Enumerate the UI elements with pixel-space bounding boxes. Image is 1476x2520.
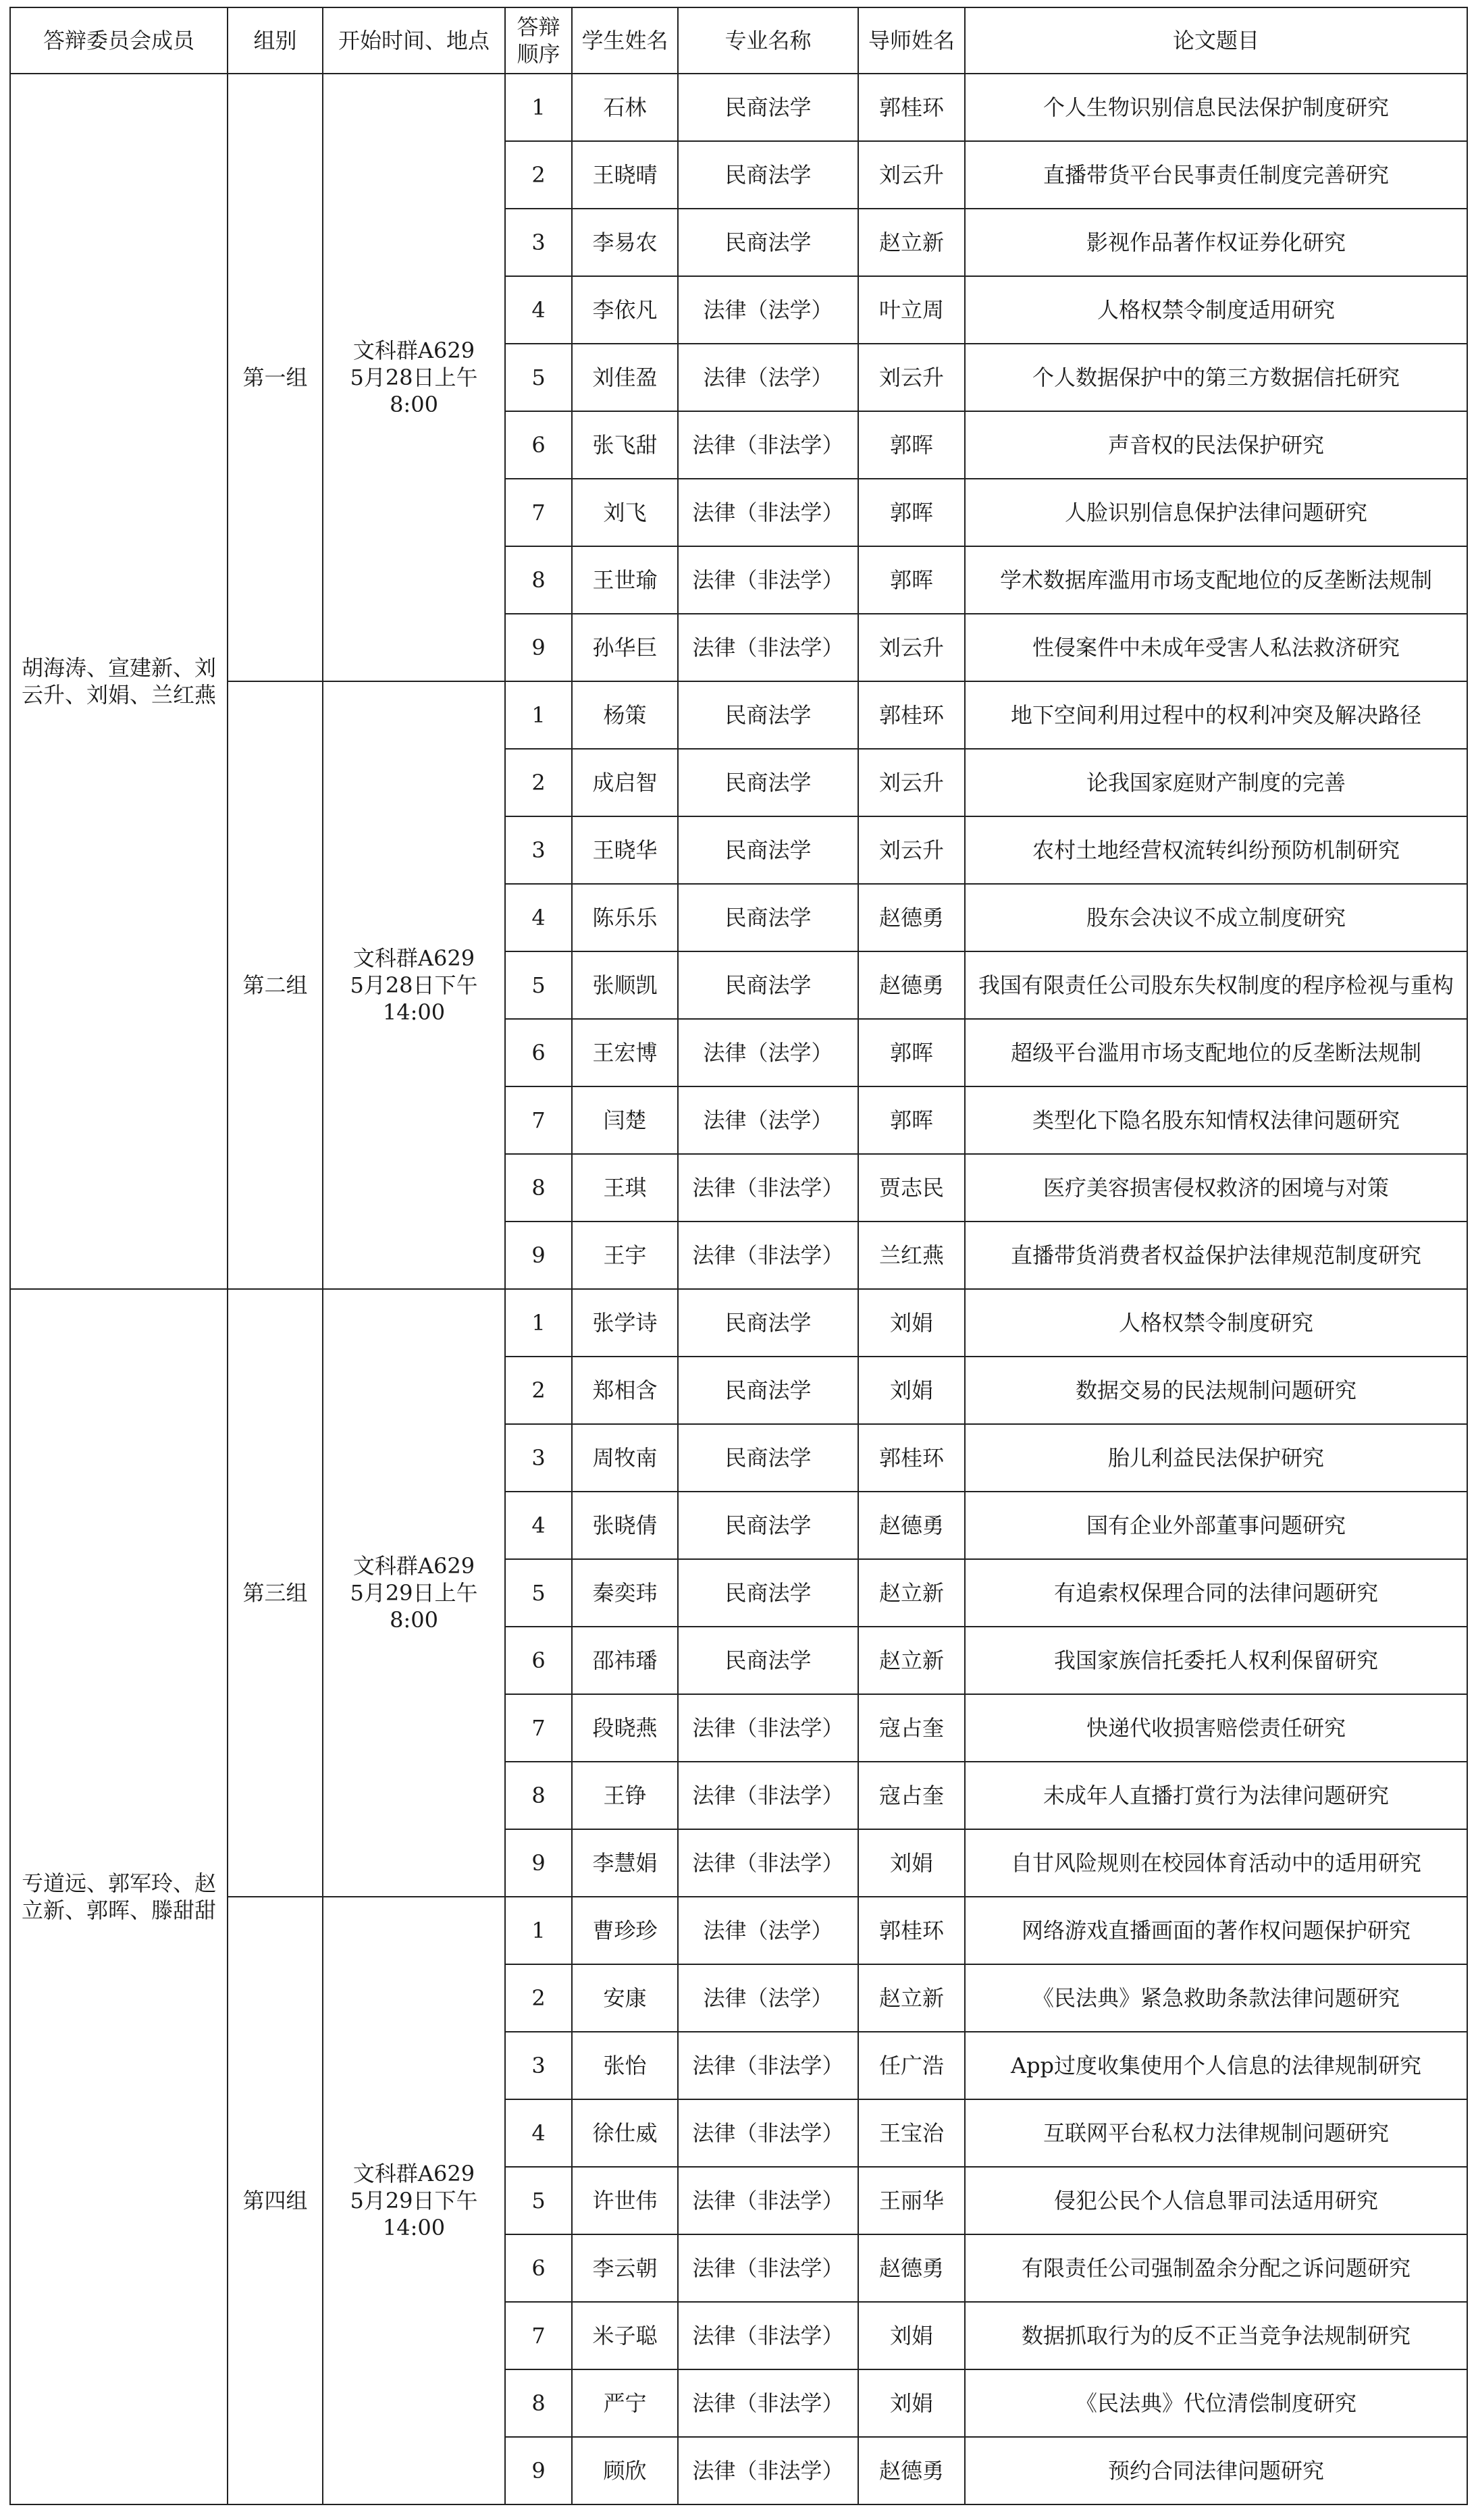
thesis-title-cell: 数据抓取行为的反不正当竞争法规制研究 xyxy=(965,2302,1467,2369)
student-name-cell: 王晓晴 xyxy=(572,141,678,209)
thesis-title-cell: 人格权禁令制度适用研究 xyxy=(965,276,1467,344)
student-name-cell: 王世瑜 xyxy=(572,546,678,614)
order-cell: 2 xyxy=(505,1357,572,1424)
time-location-cell xyxy=(323,1897,505,2504)
thesis-title-cell: 个人数据保护中的第三方数据信托研究 xyxy=(965,344,1467,411)
thesis-title-cell: 《民法典》紧急救助条款法律问题研究 xyxy=(965,1964,1467,2032)
major-cell: 民商法学 xyxy=(678,1424,858,1492)
advisor-cell: 郭桂环 xyxy=(858,74,965,141)
student-name-cell: 王铮 xyxy=(572,1762,678,1829)
major-cell: 法律（非法学） xyxy=(678,411,858,479)
advisor-cell: 寇占奎 xyxy=(858,1762,965,1829)
thesis-title-cell: 个人生物识别信息民法保护制度研究 xyxy=(965,74,1467,141)
major-cell: 法律（非法学） xyxy=(678,2167,858,2234)
major-cell: 法律（非法学） xyxy=(678,546,858,614)
thesis-title-cell: 胎儿利益民法保护研究 xyxy=(965,1424,1467,1492)
major-cell: 法律（法学） xyxy=(678,276,858,344)
order-cell: 8 xyxy=(505,546,572,614)
order-cell: 2 xyxy=(505,1964,572,2032)
major-cell: 法律（非法学） xyxy=(678,2234,858,2302)
major-cell: 民商法学 xyxy=(678,884,858,951)
session-time: 14:00 xyxy=(382,2215,446,2240)
major-cell: 民商法学 xyxy=(678,1492,858,1559)
major-cell: 法律（法学） xyxy=(678,1019,858,1086)
major-cell: 民商法学 xyxy=(678,816,858,884)
student-name-cell: 王晓华 xyxy=(572,816,678,884)
order-cell: 4 xyxy=(505,276,572,344)
thesis-title-cell: App过度收集使用个人信息的法律规制研究 xyxy=(965,2032,1467,2099)
advisor-cell: 赵立新 xyxy=(858,1559,965,1627)
advisor-cell: 郭桂环 xyxy=(858,1897,965,1964)
order-cell: 7 xyxy=(505,479,572,546)
order-cell: 1 xyxy=(505,74,572,141)
time-location-cell xyxy=(323,1289,505,1897)
thesis-title-cell: 未成年人直播打赏行为法律问题研究 xyxy=(965,1762,1467,1829)
thesis-title-cell: 农村土地经营权流转纠纷预防机制研究 xyxy=(965,816,1467,884)
major-cell: 法律（非法学） xyxy=(678,1222,858,1289)
order-cell: 7 xyxy=(505,1694,572,1762)
advisor-cell: 郭晖 xyxy=(858,411,965,479)
header-order: 答辩顺序 xyxy=(505,7,572,74)
thesis-title-cell: 超级平台滥用市场支配地位的反垄断法规制 xyxy=(965,1019,1467,1086)
student-name-cell: 王宏博 xyxy=(572,1019,678,1086)
order-cell: 4 xyxy=(505,1492,572,1559)
student-name-cell: 闫楚 xyxy=(572,1086,678,1154)
time-location-cell xyxy=(323,681,505,1289)
major-cell: 法律（非法学） xyxy=(678,2032,858,2099)
time-location-cell xyxy=(323,74,505,681)
student-name-cell: 严宁 xyxy=(572,2369,678,2437)
order-cell: 5 xyxy=(505,344,572,411)
major-cell: 民商法学 xyxy=(678,1357,858,1424)
advisor-cell: 任广浩 xyxy=(858,2032,965,2099)
thesis-title-cell: 快递代收损害赔偿责任研究 xyxy=(965,1694,1467,1762)
thesis-title-cell: 类型化下隐名股东知情权法律问题研究 xyxy=(965,1086,1467,1154)
advisor-cell: 王宝治 xyxy=(858,2099,965,2167)
advisor-cell: 赵立新 xyxy=(858,1627,965,1694)
major-cell: 民商法学 xyxy=(678,141,858,209)
major-cell: 民商法学 xyxy=(678,1627,858,1694)
table-row xyxy=(10,681,1467,749)
order-cell: 6 xyxy=(505,2234,572,2302)
major-cell: 法律（法学） xyxy=(678,344,858,411)
student-name-cell: 陈乐乐 xyxy=(572,884,678,951)
thesis-title-cell: 股东会决议不成立制度研究 xyxy=(965,884,1467,951)
order-cell: 3 xyxy=(505,1424,572,1492)
session-location: 文科群A629 xyxy=(352,2161,475,2186)
major-cell: 法律（法学） xyxy=(678,1964,858,2032)
order-cell: 5 xyxy=(505,1559,572,1627)
student-name-cell: 李易农 xyxy=(572,209,678,276)
student-name-cell: 王琪 xyxy=(572,1154,678,1222)
session-location: 文科群A629 xyxy=(352,338,475,363)
order-cell: 6 xyxy=(505,1019,572,1086)
thesis-title-cell: 《民法典》代位清偿制度研究 xyxy=(965,2369,1467,2437)
session-date: 5月29日上午 xyxy=(350,1580,478,1606)
thesis-title-cell: 自甘风险规则在校园体育活动中的适用研究 xyxy=(965,1829,1467,1897)
header-student: 学生姓名 xyxy=(572,7,678,74)
order-cell: 9 xyxy=(505,614,572,681)
major-cell: 法律（非法学） xyxy=(678,1762,858,1829)
order-cell: 3 xyxy=(505,209,572,276)
student-name-cell: 刘飞 xyxy=(572,479,678,546)
thesis-title-cell: 学术数据库滥用市场支配地位的反垄断法规制 xyxy=(965,546,1467,614)
advisor-cell: 赵德勇 xyxy=(858,2437,965,2504)
student-name-cell: 刘佳盈 xyxy=(572,344,678,411)
thesis-title-cell: 网络游戏直播画面的著作权问题保护研究 xyxy=(965,1897,1467,1964)
thesis-title-cell: 数据交易的民法规制问题研究 xyxy=(965,1357,1467,1424)
major-cell: 法律（法学） xyxy=(678,1897,858,1964)
committee-members-cell: 胡海涛、宣建新、刘云升、刘娟、兰红燕 xyxy=(10,74,228,1289)
student-name-cell: 徐仕威 xyxy=(572,2099,678,2167)
group-name-cell: 第二组 xyxy=(228,681,323,1289)
table-row xyxy=(10,74,1467,141)
advisor-cell: 刘娟 xyxy=(858,1357,965,1424)
group-name-cell: 第一组 xyxy=(228,74,323,681)
student-name-cell: 王宇 xyxy=(572,1222,678,1289)
advisor-cell: 郭桂环 xyxy=(858,681,965,749)
advisor-cell: 刘娟 xyxy=(858,2302,965,2369)
major-cell: 法律（非法学） xyxy=(678,479,858,546)
session-date: 5月28日上午 xyxy=(350,365,478,390)
order-cell: 4 xyxy=(505,2099,572,2167)
advisor-cell: 刘娟 xyxy=(858,1829,965,1897)
student-name-cell: 周牧南 xyxy=(572,1424,678,1492)
student-name-cell: 安康 xyxy=(572,1964,678,2032)
student-name-cell: 秦奕玮 xyxy=(572,1559,678,1627)
student-name-cell: 孙华巨 xyxy=(572,614,678,681)
table-body xyxy=(10,74,1467,2504)
order-cell: 1 xyxy=(505,1897,572,1964)
header-row xyxy=(10,7,1467,74)
advisor-cell: 刘云升 xyxy=(858,141,965,209)
group-name-cell: 第三组 xyxy=(228,1289,323,1897)
order-cell: 6 xyxy=(505,411,572,479)
order-cell: 2 xyxy=(505,749,572,816)
session-time: 14:00 xyxy=(382,999,446,1025)
advisor-cell: 郭晖 xyxy=(858,1086,965,1154)
major-cell: 民商法学 xyxy=(678,74,858,141)
student-name-cell: 张怡 xyxy=(572,2032,678,2099)
student-name-cell: 石林 xyxy=(572,74,678,141)
order-cell: 1 xyxy=(505,1289,572,1357)
thesis-title-cell: 性侵案件中未成年受害人私法救济研究 xyxy=(965,614,1467,681)
major-cell: 法律（非法学） xyxy=(678,2302,858,2369)
student-name-cell: 许世伟 xyxy=(572,2167,678,2234)
student-name-cell: 李慧娟 xyxy=(572,1829,678,1897)
order-cell: 1 xyxy=(505,681,572,749)
session-time: 8:00 xyxy=(390,1607,438,1633)
header-committee: 答辩委员会成员 xyxy=(10,7,228,74)
advisor-cell: 刘娟 xyxy=(858,2369,965,2437)
thesis-title-cell: 论我国家庭财产制度的完善 xyxy=(965,749,1467,816)
student-name-cell: 成启智 xyxy=(572,749,678,816)
thesis-title-cell: 我国家族信托委托人权利保留研究 xyxy=(965,1627,1467,1694)
header-title: 论文题目 xyxy=(965,7,1467,74)
table-row xyxy=(10,1897,1467,1964)
major-cell: 法律（非法学） xyxy=(678,1694,858,1762)
advisor-cell: 郭桂环 xyxy=(858,1424,965,1492)
session-date: 5月29日下午 xyxy=(350,2188,478,2213)
major-cell: 民商法学 xyxy=(678,681,858,749)
thesis-title-cell: 声音权的民法保护研究 xyxy=(965,411,1467,479)
major-cell: 法律（非法学） xyxy=(678,2099,858,2167)
student-name-cell: 张顺凯 xyxy=(572,951,678,1019)
student-name-cell: 郑相含 xyxy=(572,1357,678,1424)
major-cell: 法律（非法学） xyxy=(678,1154,858,1222)
order-cell: 8 xyxy=(505,1762,572,1829)
major-cell: 民商法学 xyxy=(678,1559,858,1627)
student-name-cell: 张飞甜 xyxy=(572,411,678,479)
order-cell: 7 xyxy=(505,2302,572,2369)
major-cell: 法律（法学） xyxy=(678,1086,858,1154)
header-group: 组别 xyxy=(228,7,323,74)
advisor-cell: 郭晖 xyxy=(858,1019,965,1086)
group-name-cell: 第四组 xyxy=(228,1897,323,2504)
student-name-cell: 李依凡 xyxy=(572,276,678,344)
advisor-cell: 赵立新 xyxy=(858,1964,965,2032)
advisor-cell: 刘云升 xyxy=(858,816,965,884)
order-cell: 3 xyxy=(505,816,572,884)
thesis-title-cell: 预约合同法律问题研究 xyxy=(965,2437,1467,2504)
defense-schedule-table xyxy=(9,7,1468,2505)
major-cell: 法律（非法学） xyxy=(678,2369,858,2437)
major-cell: 法律（非法学） xyxy=(678,614,858,681)
order-cell: 7 xyxy=(505,1086,572,1154)
advisor-cell: 刘云升 xyxy=(858,614,965,681)
header-time-location: 开始时间、地点 xyxy=(323,7,505,74)
major-cell: 民商法学 xyxy=(678,1289,858,1357)
advisor-cell: 贾志民 xyxy=(858,1154,965,1222)
advisor-cell: 寇占奎 xyxy=(858,1694,965,1762)
student-name-cell: 杨策 xyxy=(572,681,678,749)
session-date: 5月28日下午 xyxy=(350,972,478,998)
thesis-title-cell: 直播带货消费者权益保护法律规范制度研究 xyxy=(965,1222,1467,1289)
advisor-cell: 王丽华 xyxy=(858,2167,965,2234)
thesis-title-cell: 侵犯公民个人信息罪司法适用研究 xyxy=(965,2167,1467,2234)
thesis-title-cell: 影视作品著作权证券化研究 xyxy=(965,209,1467,276)
student-name-cell: 张晓倩 xyxy=(572,1492,678,1559)
advisor-cell: 兰红燕 xyxy=(858,1222,965,1289)
order-cell: 9 xyxy=(505,1829,572,1897)
advisor-cell: 叶立周 xyxy=(858,276,965,344)
order-cell: 9 xyxy=(505,1222,572,1289)
thesis-title-cell: 国有企业外部董事问题研究 xyxy=(965,1492,1467,1559)
order-cell: 9 xyxy=(505,2437,572,2504)
header-advisor: 导师姓名 xyxy=(858,7,965,74)
advisor-cell: 赵德勇 xyxy=(858,1492,965,1559)
thesis-title-cell: 直播带货平台民事责任制度完善研究 xyxy=(965,141,1467,209)
session-location: 文科群A629 xyxy=(352,945,475,971)
order-cell: 6 xyxy=(505,1627,572,1694)
order-cell: 2 xyxy=(505,141,572,209)
thesis-title-cell: 人格权禁令制度研究 xyxy=(965,1289,1467,1357)
student-name-cell: 邵祎璠 xyxy=(572,1627,678,1694)
session-time: 8:00 xyxy=(390,392,438,417)
advisor-cell: 郭晖 xyxy=(858,479,965,546)
student-name-cell: 顾欣 xyxy=(572,2437,678,2504)
advisor-cell: 赵德勇 xyxy=(858,884,965,951)
header-major: 专业名称 xyxy=(678,7,858,74)
major-cell: 法律（非法学） xyxy=(678,1829,858,1897)
table-row xyxy=(10,1289,1467,1357)
major-cell: 法律（非法学） xyxy=(678,2437,858,2504)
thesis-title-cell: 我国有限责任公司股东失权制度的程序检视与重构 xyxy=(965,951,1467,1019)
major-cell: 民商法学 xyxy=(678,951,858,1019)
thesis-title-cell: 医疗美容损害侵权救济的困境与对策 xyxy=(965,1154,1467,1222)
student-name-cell: 段晓燕 xyxy=(572,1694,678,1762)
thesis-title-cell: 人脸识别信息保护法律问题研究 xyxy=(965,479,1467,546)
advisor-cell: 刘云升 xyxy=(858,749,965,816)
advisor-cell: 赵德勇 xyxy=(858,951,965,1019)
order-cell: 3 xyxy=(505,2032,572,2099)
student-name-cell: 张学诗 xyxy=(572,1289,678,1357)
order-cell: 8 xyxy=(505,2369,572,2437)
student-name-cell: 米子聪 xyxy=(572,2302,678,2369)
advisor-cell: 赵立新 xyxy=(858,209,965,276)
thesis-title-cell: 地下空间利用过程中的权利冲突及解决路径 xyxy=(965,681,1467,749)
order-cell: 5 xyxy=(505,951,572,1019)
thesis-title-cell: 互联网平台私权力法律规制问题研究 xyxy=(965,2099,1467,2167)
major-cell: 民商法学 xyxy=(678,749,858,816)
session-location: 文科群A629 xyxy=(352,1553,475,1579)
order-cell: 8 xyxy=(505,1154,572,1222)
advisor-cell: 刘云升 xyxy=(858,344,965,411)
committee-members-cell: 亐道远、郭军玲、赵立新、郭晖、滕甜甜 xyxy=(10,1289,228,2504)
advisor-cell: 赵德勇 xyxy=(858,2234,965,2302)
thesis-title-cell: 有追索权保理合同的法律问题研究 xyxy=(965,1559,1467,1627)
thesis-title-cell: 有限责任公司强制盈余分配之诉问题研究 xyxy=(965,2234,1467,2302)
advisor-cell: 郭晖 xyxy=(858,546,965,614)
student-name-cell: 曹珍珍 xyxy=(572,1897,678,1964)
order-cell: 4 xyxy=(505,884,572,951)
advisor-cell: 刘娟 xyxy=(858,1289,965,1357)
major-cell: 民商法学 xyxy=(678,209,858,276)
student-name-cell: 李云朝 xyxy=(572,2234,678,2302)
order-cell: 5 xyxy=(505,2167,572,2234)
